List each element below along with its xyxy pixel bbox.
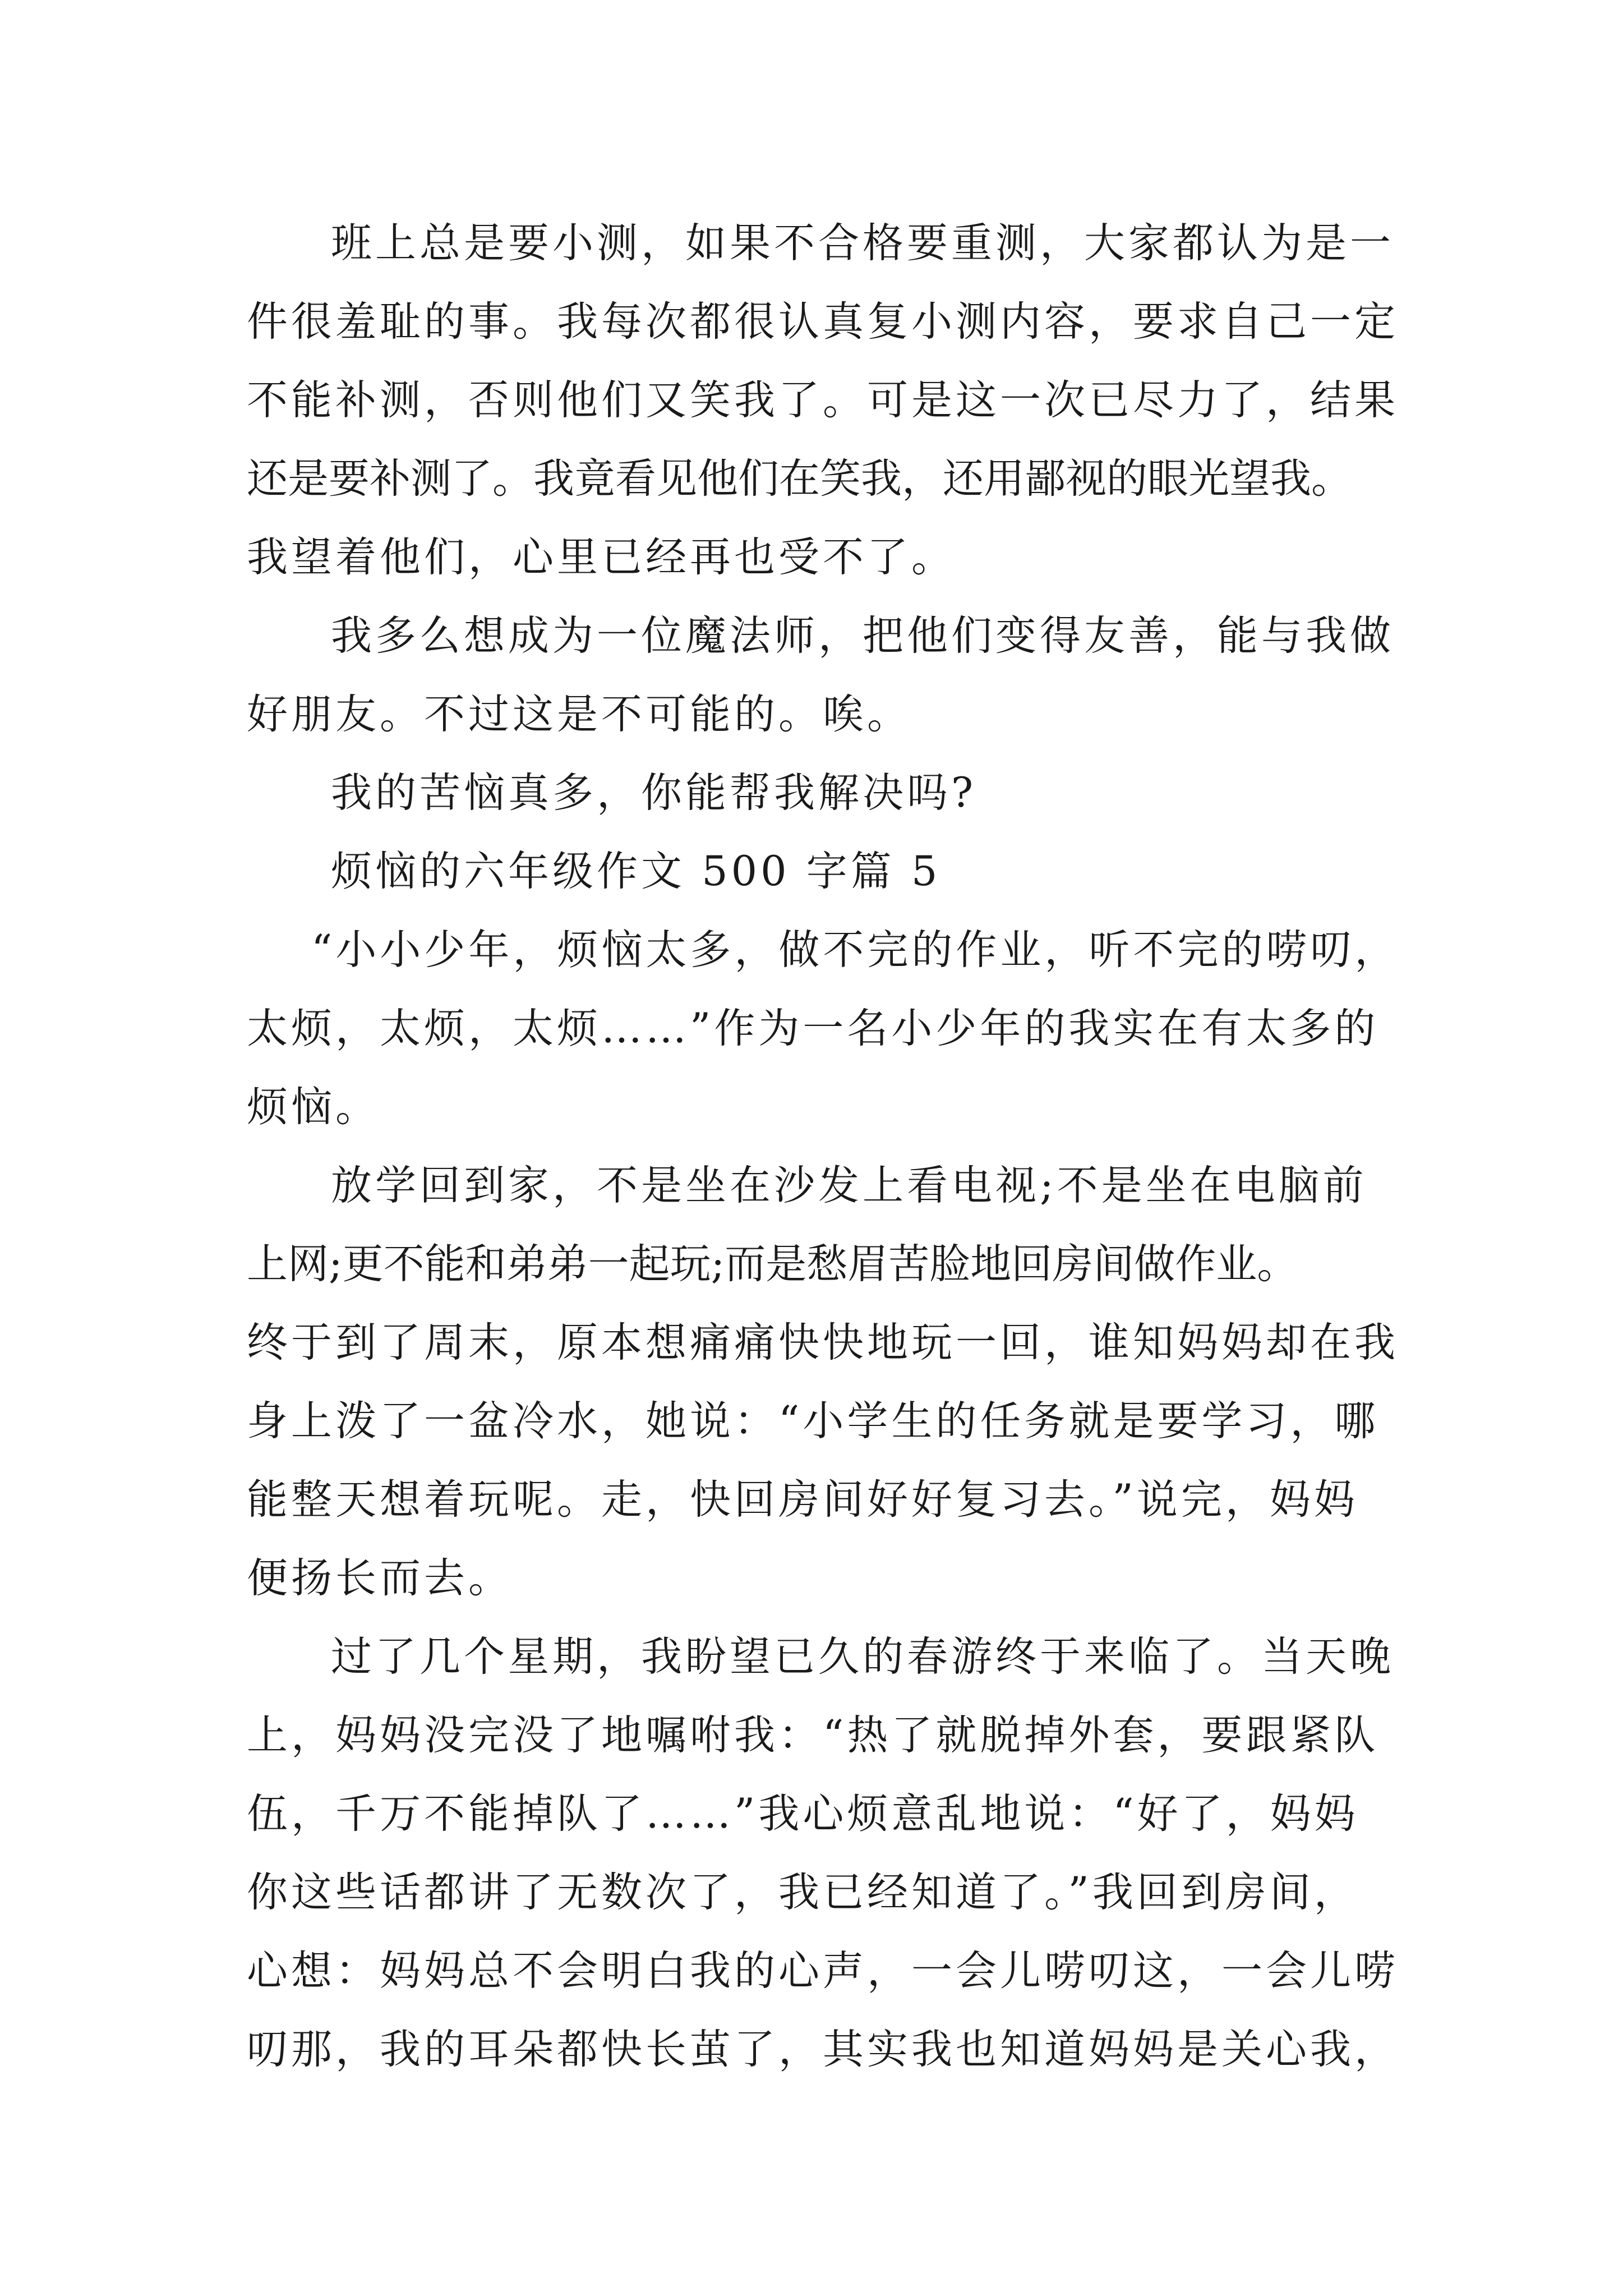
text-line: 上，妈妈没完没了地嘱咐我：“热了就脱掉外套，要跟紧队 [247, 1711, 1379, 1759]
text-line: “小小少年，烦恼太多，做不完的作业，听不完的唠叨， [311, 926, 1399, 974]
text-line: 我望着他们，心里已经再也受不了。 [247, 533, 956, 581]
text-line: 太烦，太烦，太烦……”作为一名小少年的我实在有太多的 [247, 1005, 1379, 1052]
text-line: 终于到了周末，原本想痛痛快快地玩一回，谁知妈妈却在我 [247, 1319, 1399, 1366]
text-line: 叨那，我的耳朵都快长茧了，其实我也知道妈妈是关心我， [247, 2026, 1399, 2073]
text-line: 便扬长而去。 [247, 1554, 513, 1602]
text-line: 不能补测，否则他们又笑我了。可是这一次已尽力了，结果 [247, 376, 1399, 424]
text-line: 好朋友。不过这是不可能的。唉。 [247, 691, 911, 738]
text-line: 我的苦恼真多，你能帮我解决吗? [331, 769, 977, 817]
text-line: 我多么想成为一位魔法师，把他们变得友善，能与我做 [331, 612, 1394, 660]
text-line: 上网;更不能和弟弟一起玩;而是愁眉苦脸地回房间做作业。 [247, 1240, 1298, 1288]
text-line: 你这些话都讲了无数次了，我已经知道了。”我回到房间， [247, 1869, 1358, 1916]
section-heading: 烦恼的六年级作文 500 字篇 5 [331, 848, 941, 895]
text-line: 班上总是要小测，如果不合格要重测，大家都认为是一 [331, 219, 1394, 267]
text-line: 烦恼。 [247, 1083, 380, 1131]
text-line: 过了几个星期，我盼望已久的春游终于来临了。当天晚 [331, 1633, 1394, 1681]
text-line: 身上泼了一盆冷水，她说：“小学生的任务就是要学习，哪 [247, 1397, 1379, 1445]
text-line: 能整天想着玩呢。走，快回房间好好复习去。”说完，妈妈 [247, 1476, 1358, 1524]
text-line: 还是要补测了。我竟看见他们在笑我，还用鄙视的眼光望我。 [247, 455, 1352, 503]
text-line: 件很羞耻的事。我每次都很认真复小测内容，要求自己一定 [247, 298, 1399, 346]
text-line: 放学回到家，不是坐在沙发上看电视;不是坐在电脑前 [331, 1162, 1367, 1209]
text-line: 心想：妈妈总不会明白我的心声，一会儿唠叨这，一会儿唠 [247, 1947, 1399, 1995]
text-line: 伍，千万不能掉队了……”我心烦意乱地说：“好了，妈妈 [247, 1790, 1359, 1838]
